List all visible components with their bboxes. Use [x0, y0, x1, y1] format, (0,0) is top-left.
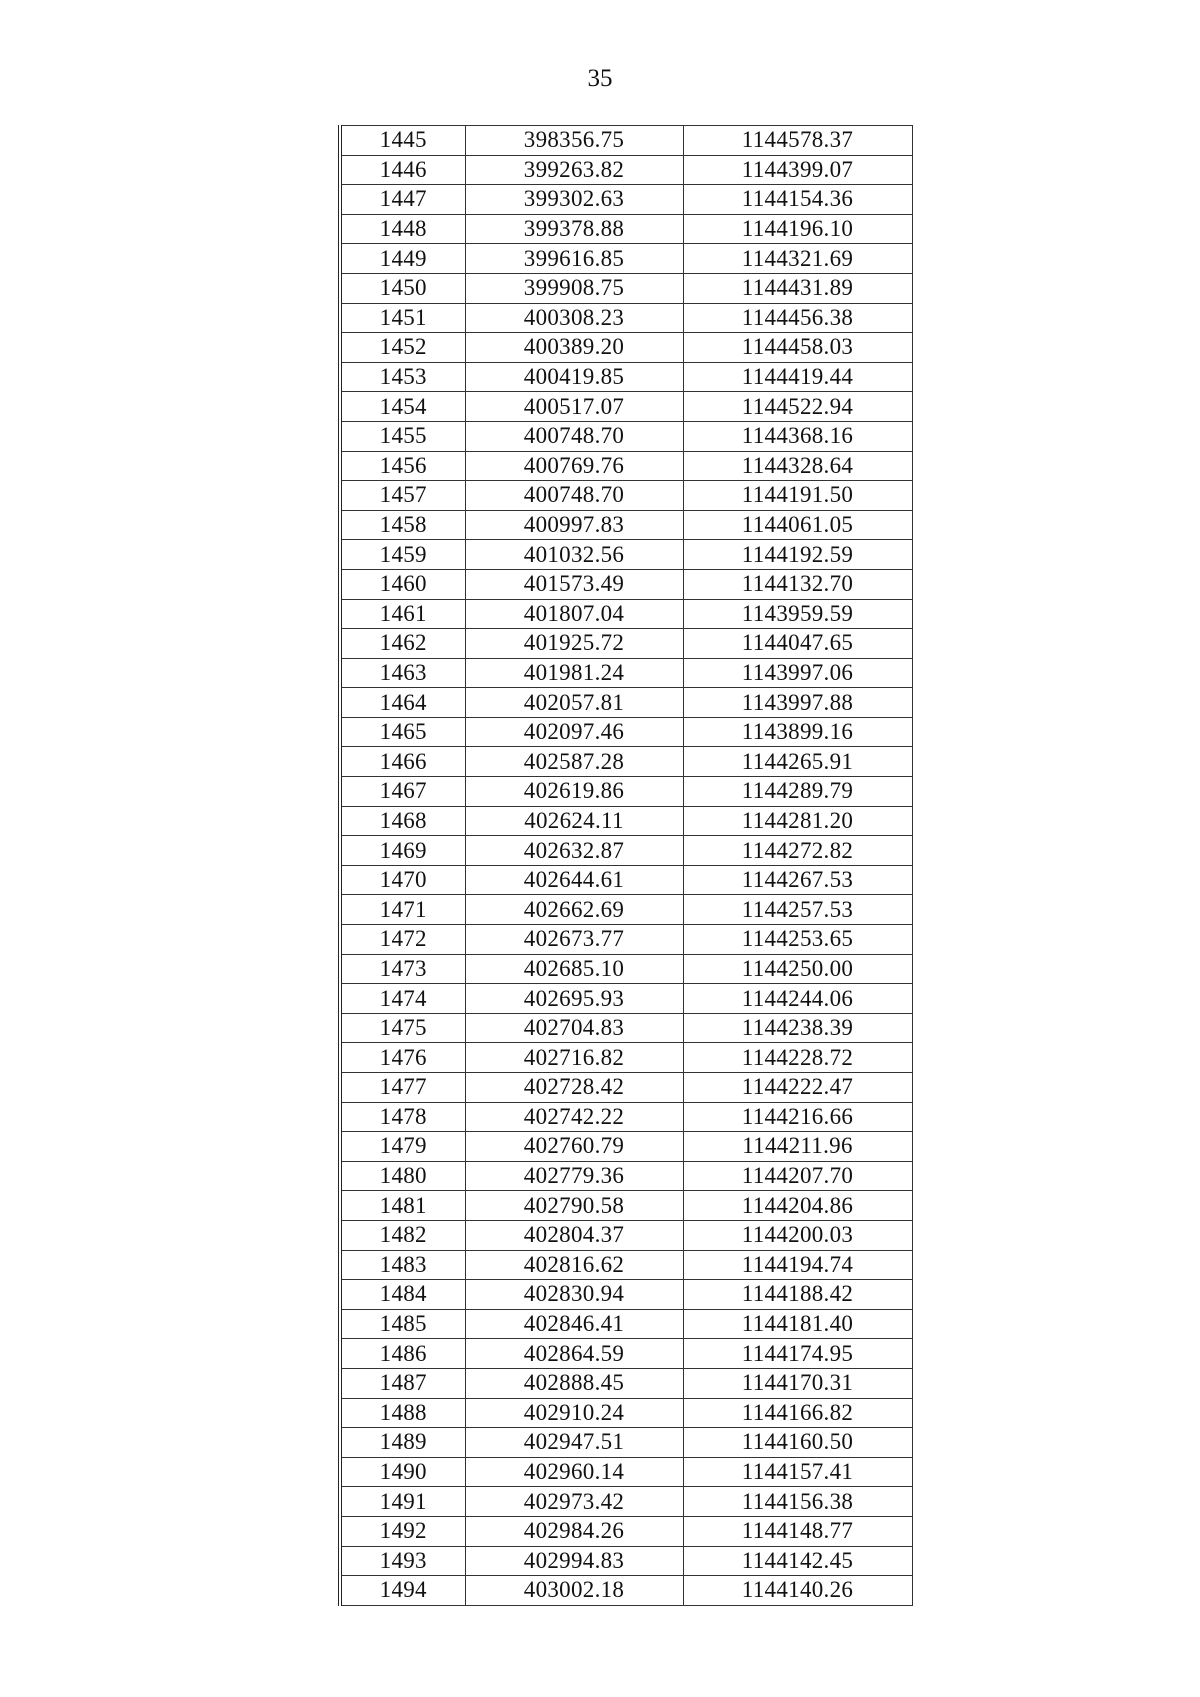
- table-row: [340, 658, 912, 688]
- y-coordinate-cell: 1144321.69: [683, 244, 912, 274]
- x-coordinate-cell: 402790.58: [465, 1191, 683, 1221]
- x-coordinate-cell: 402644.61: [465, 865, 683, 895]
- point-number-cell: 1471: [340, 895, 465, 925]
- x-coordinate-cell: 402994.83: [465, 1546, 683, 1576]
- x-coordinate-cell: 402742.22: [465, 1102, 683, 1132]
- point-number-cell: 1473: [340, 954, 465, 984]
- x-coordinate-cell: 402816.62: [465, 1250, 683, 1280]
- y-coordinate-cell: 1144192.59: [683, 540, 912, 570]
- y-coordinate-cell: 1144216.66: [683, 1102, 912, 1132]
- point-number-cell: 1492: [340, 1516, 465, 1546]
- x-coordinate-cell: 400748.70: [465, 481, 683, 511]
- y-coordinate-cell: 1144207.70: [683, 1161, 912, 1191]
- table-row: [340, 392, 912, 422]
- table-row: [340, 1576, 912, 1606]
- table-row: [340, 333, 912, 363]
- point-number-cell: 1489: [340, 1428, 465, 1458]
- point-number-cell: 1486: [340, 1339, 465, 1369]
- table-row: [340, 1280, 912, 1310]
- y-coordinate-cell: 1144399.07: [683, 155, 912, 185]
- table-row: [340, 1161, 912, 1191]
- table-row: [340, 984, 912, 1014]
- table-row: [340, 1516, 912, 1546]
- point-number-cell: 1466: [340, 747, 465, 777]
- x-coordinate-cell: 402830.94: [465, 1280, 683, 1310]
- y-coordinate-cell: 1144522.94: [683, 392, 912, 422]
- y-coordinate-cell: 1144253.65: [683, 925, 912, 955]
- point-number-cell: 1490: [340, 1457, 465, 1487]
- point-number-cell: 1483: [340, 1250, 465, 1280]
- y-coordinate-cell: 1144578.37: [683, 126, 912, 156]
- x-coordinate-cell: 399378.88: [465, 214, 683, 244]
- x-coordinate-cell: 402097.46: [465, 717, 683, 747]
- x-coordinate-cell: 402704.83: [465, 1013, 683, 1043]
- table-row: [340, 1250, 912, 1280]
- y-coordinate-cell: 1144200.03: [683, 1220, 912, 1250]
- point-number-cell: 1456: [340, 451, 465, 481]
- point-number-cell: 1463: [340, 658, 465, 688]
- x-coordinate-cell: 402864.59: [465, 1339, 683, 1369]
- x-coordinate-cell: 402619.86: [465, 777, 683, 807]
- point-number-cell: 1475: [340, 1013, 465, 1043]
- y-coordinate-cell: 1144204.86: [683, 1191, 912, 1221]
- y-coordinate-cell: 1144157.41: [683, 1457, 912, 1487]
- table-row: [340, 836, 912, 866]
- y-coordinate-cell: 1143997.88: [683, 688, 912, 718]
- table-row: [340, 1132, 912, 1162]
- x-coordinate-cell: 401573.49: [465, 569, 683, 599]
- table-row: [340, 806, 912, 836]
- x-coordinate-cell: 402947.51: [465, 1428, 683, 1458]
- x-coordinate-cell: 402960.14: [465, 1457, 683, 1487]
- y-coordinate-cell: 1144267.53: [683, 865, 912, 895]
- table-row: [340, 629, 912, 659]
- y-coordinate-cell: 1144174.95: [683, 1339, 912, 1369]
- x-coordinate-cell: 402804.37: [465, 1220, 683, 1250]
- point-number-cell: 1494: [340, 1576, 465, 1606]
- table-row: [340, 747, 912, 777]
- y-coordinate-cell: 1144194.74: [683, 1250, 912, 1280]
- point-number-cell: 1487: [340, 1368, 465, 1398]
- table-row: [340, 451, 912, 481]
- x-coordinate-cell: 402760.79: [465, 1132, 683, 1162]
- y-coordinate-cell: 1144196.10: [683, 214, 912, 244]
- table-row: [340, 1339, 912, 1369]
- y-coordinate-cell: 1144047.65: [683, 629, 912, 659]
- point-number-cell: 1465: [340, 717, 465, 747]
- y-coordinate-cell: 1143899.16: [683, 717, 912, 747]
- y-coordinate-cell: 1144140.26: [683, 1576, 912, 1606]
- point-number-cell: 1458: [340, 510, 465, 540]
- y-coordinate-cell: 1144160.50: [683, 1428, 912, 1458]
- y-coordinate-cell: 1144170.31: [683, 1368, 912, 1398]
- x-coordinate-cell: 400517.07: [465, 392, 683, 422]
- table-row: [340, 540, 912, 570]
- point-number-cell: 1482: [340, 1220, 465, 1250]
- table-row: [340, 954, 912, 984]
- y-coordinate-cell: 1144061.05: [683, 510, 912, 540]
- x-coordinate-cell: 402716.82: [465, 1043, 683, 1073]
- x-coordinate-cell: 402728.42: [465, 1073, 683, 1103]
- point-number-cell: 1485: [340, 1309, 465, 1339]
- x-coordinate-cell: 401981.24: [465, 658, 683, 688]
- table-row: [340, 362, 912, 392]
- point-number-cell: 1445: [340, 126, 465, 156]
- x-coordinate-cell: 402846.41: [465, 1309, 683, 1339]
- y-coordinate-cell: 1144281.20: [683, 806, 912, 836]
- point-number-cell: 1479: [340, 1132, 465, 1162]
- point-number-cell: 1491: [340, 1487, 465, 1517]
- point-number-cell: 1462: [340, 629, 465, 659]
- table-row: [340, 1487, 912, 1517]
- table-row: [340, 1102, 912, 1132]
- coordinate-table: [338, 125, 913, 1606]
- table-row: [340, 1546, 912, 1576]
- y-coordinate-cell: 1144289.79: [683, 777, 912, 807]
- x-coordinate-cell: 401807.04: [465, 599, 683, 629]
- table-row: [340, 569, 912, 599]
- table-row: [340, 1043, 912, 1073]
- table-row: [340, 1220, 912, 1250]
- page-number: 35: [587, 65, 613, 92]
- table-row: [340, 599, 912, 629]
- x-coordinate-cell: 401032.56: [465, 540, 683, 570]
- x-coordinate-cell: 400748.70: [465, 421, 683, 451]
- table-row: [340, 214, 912, 244]
- point-number-cell: 1481: [340, 1191, 465, 1221]
- x-coordinate-cell: 400997.83: [465, 510, 683, 540]
- y-coordinate-cell: 1144132.70: [683, 569, 912, 599]
- point-number-cell: 1493: [340, 1546, 465, 1576]
- y-coordinate-cell: 1143997.06: [683, 658, 912, 688]
- y-coordinate-cell: 1144272.82: [683, 836, 912, 866]
- point-number-cell: 1474: [340, 984, 465, 1014]
- point-number-cell: 1446: [340, 155, 465, 185]
- y-coordinate-cell: 1144222.47: [683, 1073, 912, 1103]
- point-number-cell: 1469: [340, 836, 465, 866]
- point-number-cell: 1464: [340, 688, 465, 718]
- table-row: [340, 1428, 912, 1458]
- point-number-cell: 1451: [340, 303, 465, 333]
- point-number-cell: 1453: [340, 362, 465, 392]
- point-number-cell: 1450: [340, 273, 465, 303]
- x-coordinate-cell: 403002.18: [465, 1576, 683, 1606]
- y-coordinate-cell: 1144431.89: [683, 273, 912, 303]
- table-row: [340, 244, 912, 274]
- x-coordinate-cell: 402973.42: [465, 1487, 683, 1517]
- point-number-cell: 1467: [340, 777, 465, 807]
- x-coordinate-cell: 400419.85: [465, 362, 683, 392]
- y-coordinate-cell: 1144142.45: [683, 1546, 912, 1576]
- point-number-cell: 1488: [340, 1398, 465, 1428]
- point-number-cell: 1454: [340, 392, 465, 422]
- table-row: [340, 1457, 912, 1487]
- table-row: [340, 1073, 912, 1103]
- table-row: [340, 126, 912, 156]
- y-coordinate-cell: 1144238.39: [683, 1013, 912, 1043]
- x-coordinate-cell: 402888.45: [465, 1368, 683, 1398]
- y-coordinate-cell: 1144181.40: [683, 1309, 912, 1339]
- point-number-cell: 1472: [340, 925, 465, 955]
- point-number-cell: 1447: [340, 185, 465, 215]
- coordinate-table-body: [340, 126, 912, 1606]
- x-coordinate-cell: 402673.77: [465, 925, 683, 955]
- x-coordinate-cell: 399616.85: [465, 244, 683, 274]
- y-coordinate-cell: 1144166.82: [683, 1398, 912, 1428]
- y-coordinate-cell: 1144148.77: [683, 1516, 912, 1546]
- x-coordinate-cell: 401925.72: [465, 629, 683, 659]
- table-row: [340, 1398, 912, 1428]
- point-number-cell: 1452: [340, 333, 465, 363]
- table-row: [340, 1368, 912, 1398]
- table-row: [340, 1309, 912, 1339]
- point-number-cell: 1448: [340, 214, 465, 244]
- table-row: [340, 421, 912, 451]
- table-row: [340, 1013, 912, 1043]
- x-coordinate-cell: 400308.23: [465, 303, 683, 333]
- table-row: [340, 303, 912, 333]
- point-number-cell: 1484: [340, 1280, 465, 1310]
- x-coordinate-cell: 402984.26: [465, 1516, 683, 1546]
- y-coordinate-cell: 1144328.64: [683, 451, 912, 481]
- y-coordinate-cell: 1144244.06: [683, 984, 912, 1014]
- table-row: [340, 777, 912, 807]
- y-coordinate-cell: 1144257.53: [683, 895, 912, 925]
- point-number-cell: 1457: [340, 481, 465, 511]
- x-coordinate-cell: 400769.76: [465, 451, 683, 481]
- point-number-cell: 1480: [340, 1161, 465, 1191]
- point-number-cell: 1468: [340, 806, 465, 836]
- y-coordinate-cell: 1144188.42: [683, 1280, 912, 1310]
- y-coordinate-cell: 1144191.50: [683, 481, 912, 511]
- y-coordinate-cell: 1144456.38: [683, 303, 912, 333]
- x-coordinate-cell: 402662.69: [465, 895, 683, 925]
- table-row: [340, 865, 912, 895]
- point-number-cell: 1478: [340, 1102, 465, 1132]
- point-number-cell: 1460: [340, 569, 465, 599]
- point-number-cell: 1477: [340, 1073, 465, 1103]
- y-coordinate-cell: 1144154.36: [683, 185, 912, 215]
- x-coordinate-cell: 402910.24: [465, 1398, 683, 1428]
- x-coordinate-cell: 402685.10: [465, 954, 683, 984]
- point-number-cell: 1476: [340, 1043, 465, 1073]
- x-coordinate-cell: 399302.63: [465, 185, 683, 215]
- x-coordinate-cell: 399908.75: [465, 273, 683, 303]
- table-row: [340, 925, 912, 955]
- y-coordinate-cell: 1144156.38: [683, 1487, 912, 1517]
- table-row: [340, 717, 912, 747]
- x-coordinate-cell: 402779.36: [465, 1161, 683, 1191]
- table-row: [340, 481, 912, 511]
- x-coordinate-cell: 402057.81: [465, 688, 683, 718]
- y-coordinate-cell: 1144228.72: [683, 1043, 912, 1073]
- table-row: [340, 895, 912, 925]
- y-coordinate-cell: 1144211.96: [683, 1132, 912, 1162]
- point-number-cell: 1470: [340, 865, 465, 895]
- point-number-cell: 1449: [340, 244, 465, 274]
- point-number-cell: 1459: [340, 540, 465, 570]
- y-coordinate-cell: 1143959.59: [683, 599, 912, 629]
- y-coordinate-cell: 1144458.03: [683, 333, 912, 363]
- table-row: [340, 155, 912, 185]
- x-coordinate-cell: 402695.93: [465, 984, 683, 1014]
- x-coordinate-cell: 398356.75: [465, 126, 683, 156]
- y-coordinate-cell: 1144265.91: [683, 747, 912, 777]
- x-coordinate-cell: 399263.82: [465, 155, 683, 185]
- x-coordinate-cell: 402587.28: [465, 747, 683, 777]
- x-coordinate-cell: 402624.11: [465, 806, 683, 836]
- x-coordinate-cell: 400389.20: [465, 333, 683, 363]
- table-row: [340, 510, 912, 540]
- point-number-cell: 1461: [340, 599, 465, 629]
- table-row: [340, 688, 912, 718]
- x-coordinate-cell: 402632.87: [465, 836, 683, 866]
- table-row: [340, 273, 912, 303]
- y-coordinate-cell: 1144368.16: [683, 421, 912, 451]
- y-coordinate-cell: 1144419.44: [683, 362, 912, 392]
- table-row: [340, 185, 912, 215]
- point-number-cell: 1455: [340, 421, 465, 451]
- y-coordinate-cell: 1144250.00: [683, 954, 912, 984]
- table-row: [340, 1191, 912, 1221]
